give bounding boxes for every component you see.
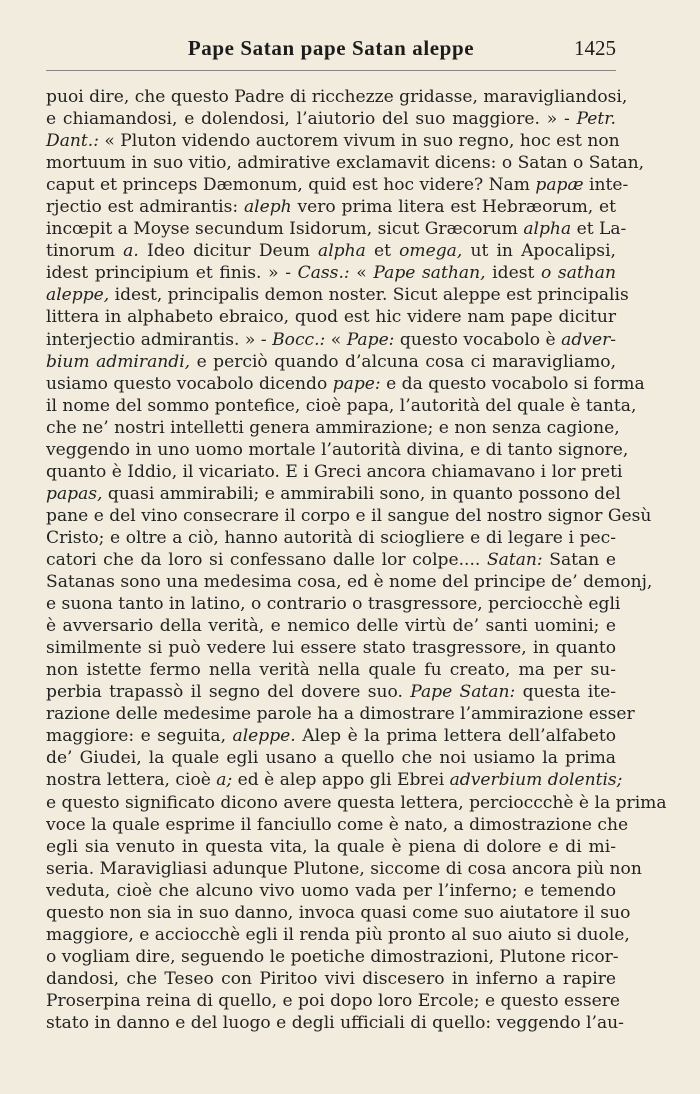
italic-text: Petr.	[576, 109, 616, 130]
text-line	[46, 681, 616, 703]
text-span: stato in danno e del luogo e degli ufficiali di quello: veggendo l’au-	[46, 1012, 624, 1033]
text-span: nostra lettera, cioè	[46, 770, 217, 791]
text-span: vero prima litera est Hebræorum, et	[291, 197, 616, 218]
italic-text: aleppe.	[232, 726, 296, 747]
text-span: questa ite-	[515, 682, 616, 703]
italic-text: Bocc.:	[272, 329, 326, 350]
italic-text: adverbium dolentis;	[449, 770, 623, 791]
body-text	[46, 86, 667, 1034]
text-line	[46, 130, 620, 152]
text-span: seria. Maravigliasi adunque Plutone, siccome di cosa ancora più non	[46, 858, 642, 879]
text-line	[46, 924, 630, 946]
text-line	[46, 615, 616, 637]
text-line	[46, 240, 616, 262]
text-line	[46, 108, 616, 130]
text-span: non istette fermo nella verità nella quale fu creato, ma per su-	[46, 660, 616, 681]
italic-text: a.	[123, 241, 139, 262]
text-span: quanto è Iddio, il vicariato. E i Greci ancora chiamavano i lor preti	[46, 461, 623, 482]
text-span: il nome del sommo pontefice, cioè papa, l’autorità del quale è tanta,	[46, 395, 637, 416]
text-line	[46, 461, 623, 483]
text-span: razione delle medesime parole ha a dimostrare l’ammirazione esser	[46, 704, 635, 725]
text-line	[46, 659, 616, 681]
header-rule	[46, 70, 616, 72]
text-span: e chiamandosi, e dolendosi, l’aiutorio del suo maggiore. » -	[46, 109, 577, 130]
italic-text: bium admirandi,	[46, 351, 191, 372]
text-span: et	[365, 241, 400, 262]
running-title: Pape Satan pape Satan aleppe	[187, 36, 475, 60]
italic-text: Pape:	[346, 329, 395, 350]
text-line	[46, 395, 637, 417]
italic-text: Pape sathan,	[373, 263, 486, 284]
text-span: che ne’ nostri intelletti genera ammirazione; e non senza cagione,	[46, 417, 620, 438]
text-span: perbia trapassò il segno del dovere suo.	[46, 682, 411, 703]
text-span: e da questo vocabolo si forma	[380, 373, 645, 394]
text-span: Satanas sono una medesima cosa, ed è nome del principe de’ demonj,	[46, 572, 653, 593]
italic-text: omega,	[399, 241, 463, 262]
text-line	[46, 792, 667, 814]
text-span: è avversario della verità, e nemico delle virtù de’ santi uomini; e	[46, 616, 616, 637]
text-span: incœpit a Moyse secundum Isidorum, sicut Græcorum	[46, 219, 524, 240]
text-line	[46, 968, 616, 990]
text-span: o vogliam dire, seguendo le poetiche dimostrazioni, Plutone ricor-	[46, 946, 619, 967]
italic-text: papæ	[535, 175, 584, 196]
italic-text: aleppe,	[46, 285, 110, 306]
italic-text: Dant.:	[46, 131, 99, 152]
text-line	[46, 703, 635, 725]
text-span: « Pluton videndo auctorem vivum in suo regno, hoc est non	[98, 131, 620, 152]
text-line	[46, 505, 652, 527]
text-line	[46, 152, 645, 174]
text-line	[46, 329, 616, 351]
text-span: quasi ammirabili; e ammirabili sono, in quanto possono del	[102, 483, 621, 504]
text-span: Ideo dicitur Deum	[138, 241, 319, 262]
text-line	[46, 218, 627, 240]
text-line	[46, 351, 616, 373]
text-line	[46, 836, 616, 858]
text-line	[46, 593, 621, 615]
text-span: questo vocabolo è	[394, 329, 562, 350]
italic-text: Satan:	[486, 549, 543, 570]
text-line	[46, 880, 616, 902]
text-span: idest, principalis demon noster. Sicut aleppe est principalis	[109, 285, 629, 306]
text-span: dandosi, che Teseo con Piritoo vivi discesero in inferno a rapire	[46, 968, 616, 989]
text-span: et La-	[571, 219, 627, 240]
text-line	[46, 86, 628, 108]
text-line	[46, 417, 620, 439]
italic-text: Cass.:	[297, 263, 350, 284]
text-line	[46, 262, 616, 284]
italic-text: Pape Satan:	[410, 682, 516, 703]
text-span: tinorum	[46, 241, 124, 262]
italic-text: alpha	[318, 241, 366, 262]
text-line	[46, 483, 621, 505]
text-line	[46, 306, 616, 328]
italic-text: papas,	[46, 483, 103, 504]
text-span: veggendo in uno uomo mortale l’autorità divina, e di tanto signore,	[46, 439, 629, 460]
text-span: idest	[485, 263, 541, 284]
text-line	[46, 571, 653, 593]
text-line	[46, 196, 616, 218]
text-line	[46, 527, 616, 549]
text-line	[46, 946, 619, 968]
text-line	[46, 725, 616, 747]
italic-text: o sathan	[540, 263, 616, 284]
text-span: veduta, cioè che alcuno vivo uomo vada per l’inferno; e temendo	[46, 880, 616, 901]
italic-text: a;	[216, 770, 233, 791]
text-span: rjectio est admirantis:	[46, 197, 244, 218]
text-span: questo non sia in suo danno, invoca quasi come suo aiutatore il suo	[46, 902, 631, 923]
text-span: ed è alep appo gli Ebrei	[232, 770, 450, 791]
text-line	[46, 814, 629, 836]
text-span: inte-	[583, 175, 629, 196]
text-line	[46, 174, 629, 196]
text-span: similmente si può vedere lui essere stato trasgressore, in quanto	[46, 638, 616, 659]
text-line	[46, 1012, 624, 1034]
text-span: voce la quale esprime il fanciullo come è nato, a dimostrazione che	[46, 814, 629, 835]
text-span: interjectio admirantis. » -	[46, 329, 273, 350]
text-span: «	[349, 263, 374, 284]
text-line	[46, 637, 616, 659]
text-span: pane e del vino consecrare il corpo e il sangue del nostro signor Gesù	[46, 505, 652, 526]
text-span: usiamo questo vocabolo dicendo	[46, 373, 333, 394]
text-span: de’ Giudei, la quale egli usano a quello che noi usiamo la prima	[46, 748, 616, 769]
text-line	[46, 769, 623, 791]
text-span: maggiore, e acciocchè egli il renda più pronto al suo aiuto si duole,	[46, 924, 630, 945]
italic-text: aleph	[243, 197, 292, 218]
running-header	[46, 36, 616, 66]
text-span: catori che da loro si confessano dalle lor colpe....	[46, 549, 487, 570]
text-span: Satan e	[542, 549, 616, 570]
text-span: caput et princeps Dæmonum, quid est hoc videre? Nam	[46, 175, 536, 196]
text-span: mortuum in suo vitio, admirative exclamavit dicens: o Satan o Satan,	[46, 153, 645, 174]
text-span: idest principium et finis. » -	[46, 263, 298, 284]
text-line	[46, 747, 616, 769]
text-line	[46, 858, 642, 880]
text-line	[46, 549, 616, 571]
italic-text: pape:	[332, 373, 381, 394]
text-span: e questo significato dicono avere questa lettera, percioccchè è la prima	[46, 792, 667, 813]
text-span: Alep è la prima lettera dell’alfabeto	[295, 726, 616, 747]
text-span: Proserpina reina di quello, e poi dopo loro Ercole; e questo essere	[46, 990, 621, 1011]
text-line	[46, 373, 645, 395]
text-span: e perciò quando d’alcuna cosa ci maravigliamo,	[190, 351, 617, 372]
page-number: 1425	[574, 36, 616, 60]
italic-text: alpha	[523, 219, 572, 240]
text-span: ut in Apocalipsi,	[462, 241, 616, 262]
text-span: puoi dire, che questo Padre di ricchezze gridasse, maravigliandosi,	[46, 87, 628, 107]
text-line	[46, 284, 629, 306]
text-span: maggiore: e seguita,	[46, 726, 233, 747]
text-line	[46, 990, 621, 1012]
text-span: littera in alphabeto ebraico, quod est hic videre nam pape dicitur	[46, 307, 616, 328]
italic-text: adver-	[561, 329, 617, 350]
text-span: e suona tanto in latino, o contrario o trasgressore, perciocchè egli	[46, 594, 621, 615]
text-line	[46, 439, 629, 461]
text-span: Cristo; e oltre a ciò, hanno autorità di sciogliere e di legare i pec-	[46, 527, 616, 548]
text-span: egli sia venuto in questa vita, la quale è piena di dolore e di mi-	[46, 836, 616, 857]
text-line	[46, 902, 631, 924]
text-span: «	[325, 329, 347, 350]
